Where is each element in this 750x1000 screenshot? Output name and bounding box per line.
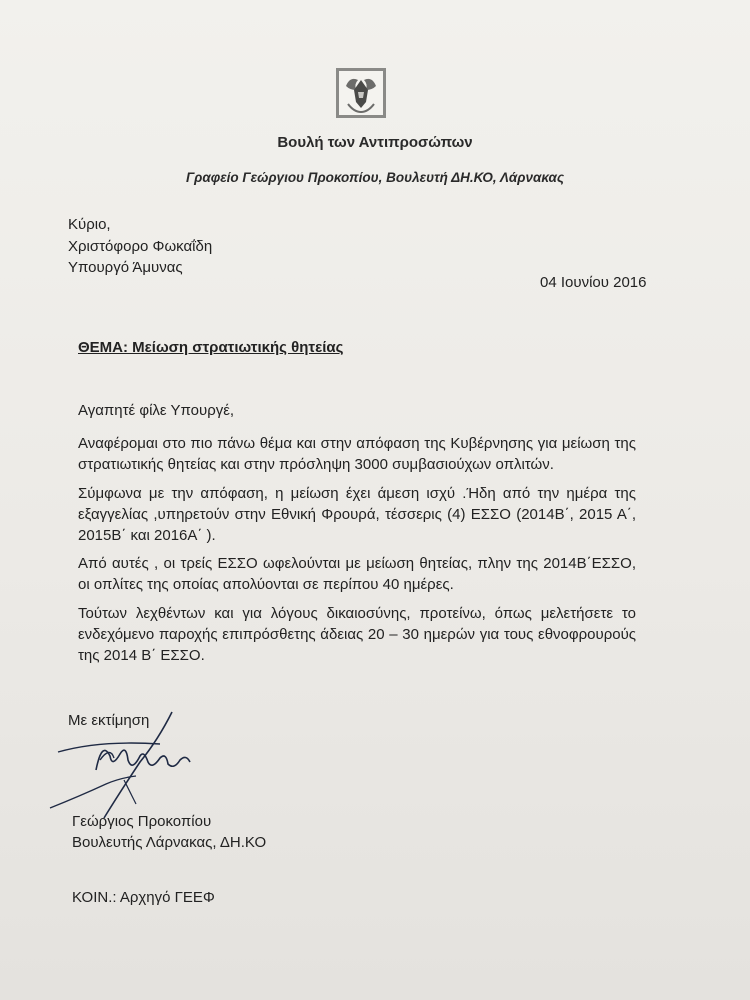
cc-recipient: ΚΟΙΝ.: Αρχηγό ΓΕΕΦ — [72, 889, 215, 906]
handwritten-signature — [40, 700, 270, 830]
addressee-name: Χριστόφορο Φωκαΐδη — [68, 238, 213, 255]
parliament-heading: Βουλή των Αντιπροσώπων — [277, 134, 473, 151]
signatory-title: Βουλευτής Λάρνακας, ΔΗ.ΚΟ — [72, 834, 267, 851]
paragraph-4: Τούτων λεχθέντων και για λόγους δικαιοσύνης, προτείνω, όπως μελετήσετε το ενδεχόμενο παροχής επιπρόσθετης άδειας 20 – 30 ημερών για τους εθνοφρουρούς της 2014 Β΄ ΕΣΣΟ. — [78, 605, 636, 664]
paragraph-2: Σύμφωνα με την απόφαση, η μείωση έχει άμεση ισχύ .Ήδη από την ημέρα της εξαγγελίας ,υπηρετούν στην Εθνική Φρουρά, τέσσερις (4) ΕΣΣΟ (2014Β΄, 2015 Α΄, 2015Β΄ και 2016Α΄ ). — [78, 485, 636, 544]
signatory-name: Γεώργιος Προκοπίου — [72, 813, 212, 830]
closing: Με εκτίμηση — [68, 712, 150, 729]
addressee-position: Υπουργό Άμυνας — [68, 259, 183, 276]
paragraph-1: Αναφέρομαι στο πιο πάνω θέμα και στην απόφαση της Κυβέρνησης για μείωση της στρατιωτικής θητείας και στην πρόσληψη 3000 συμβασιούχων οπλιτών. — [78, 435, 636, 473]
letter-date: 04 Ιουνίου 2016 — [540, 274, 647, 291]
greeting: Αγαπητέ φίλε Υπουργέ, — [78, 402, 235, 419]
cyprus-coat-of-arms-icon — [336, 68, 386, 118]
addressee-salutation: Κύριο, — [68, 216, 111, 233]
office-heading: Γραφείο Γεώργιου Προκοπίου, Βουλευτή ΔΗ.ΚΟ, Λάρνακας — [185, 170, 565, 185]
paragraph-3: Από αυτές , οι τρείς ΕΣΣΟ ωφελούνται με μείωση θητείας, πλην της 2014Β΄ΕΣΣΟ, οι οπλίτες της οποίας απολύονται σε περίπου 40 ημέρες. — [78, 555, 636, 593]
letter-subject: ΘΕΜΑ: Μείωση στρατιωτικής θητείας — [78, 339, 344, 356]
